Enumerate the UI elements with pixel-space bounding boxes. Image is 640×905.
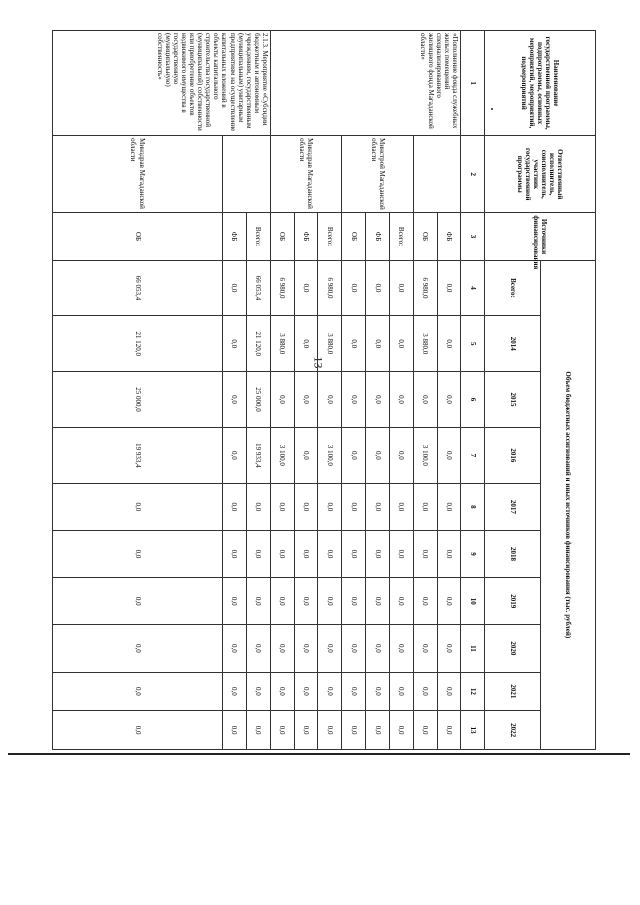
value-cell: 0,0 <box>246 530 270 577</box>
value-cell: 0,0 <box>294 372 318 428</box>
program-name-cell: 2.1.3. Мероприятие «Субсидии бюджетным и автономным учреждениям, государственным (муниципальным) унитарным предприятиям на осуществление капитальных вложений в объекты капитального строительства государственной (муниципальной) собственности или приобретение объектов недвижимого имущества в государственную (муниципальную) собственность» <box>53 31 271 136</box>
financing-table <box>52 30 596 750</box>
value-cell: 0,0 <box>53 483 223 530</box>
col-number: 3 <box>461 213 485 260</box>
col-number: 11 <box>461 625 485 672</box>
table-row <box>437 31 461 750</box>
value-cell: 0,0 <box>270 530 294 577</box>
value-cell: 0,0 <box>53 625 223 672</box>
program-name-cell: «Пополнение фонда служебных жилых помещений специализированного жилищного фонда Магаданской области» <box>270 31 461 136</box>
value-cell: 3 880,0 <box>270 316 294 372</box>
value-cell: 0,0 <box>223 672 247 711</box>
value-cell: 0,0 <box>437 427 461 483</box>
value-cell: 0,0 <box>366 625 390 672</box>
source-cell: ФБ <box>437 213 461 260</box>
source-cell: ОБ <box>53 213 223 260</box>
value-cell: 0,0 <box>389 483 413 530</box>
column-number-row <box>461 31 485 750</box>
value-cell: 0,0 <box>366 530 390 577</box>
value-cell: 0,0 <box>223 625 247 672</box>
value-cell: 25 000,0 <box>53 372 223 428</box>
value-cell: 0,0 <box>389 711 413 750</box>
source-cell: ОБ <box>413 213 437 260</box>
value-cell: 3 100,0 <box>413 427 437 483</box>
col-number: 6 <box>461 372 485 428</box>
value-cell: 0,0 <box>342 316 366 372</box>
table-row <box>318 31 342 750</box>
col-number: 5 <box>461 316 485 372</box>
value-cell: 0,0 <box>413 672 437 711</box>
value-cell: 66 053,4 <box>53 260 223 316</box>
col-number: 4 <box>461 260 485 316</box>
value-cell: 0,0 <box>389 316 413 372</box>
header-responsible: Ответственный исполнитель, соисполнитель, участник государственной программы <box>485 136 596 213</box>
value-cell: 0,0 <box>437 578 461 625</box>
value-cell: 19 933,4 <box>53 427 223 483</box>
value-cell: 0,0 <box>366 672 390 711</box>
value-cell: 0,0 <box>342 625 366 672</box>
value-cell: 0,0 <box>294 672 318 711</box>
bottom-rule <box>8 753 630 755</box>
value-cell: 0,0 <box>270 625 294 672</box>
value-cell: 0,0 <box>389 625 413 672</box>
value-cell: 19 933,4 <box>246 427 270 483</box>
header-year: 2016 <box>485 427 540 483</box>
header-name: Наименование государственной программы, подпрограммы, основных мероприятий, мероприятий, подмероприятий <box>485 31 596 136</box>
value-cell: 0,0 <box>389 672 413 711</box>
value-cell: 0,0 <box>246 483 270 530</box>
value-cell: 0,0 <box>318 578 342 625</box>
value-cell: 66 053,4 <box>246 260 270 316</box>
responsible-cell <box>223 136 271 213</box>
value-cell: 0,0 <box>294 578 318 625</box>
value-cell: 0,0 <box>318 672 342 711</box>
table-frame <box>52 30 596 750</box>
value-cell: 0,0 <box>342 711 366 750</box>
value-cell: 0,0 <box>294 427 318 483</box>
value-cell: 0,0 <box>366 316 390 372</box>
header-year: 2017 <box>485 483 540 530</box>
value-cell: 0,0 <box>342 260 366 316</box>
header-funding-group: Объем бюджетных ассигнований и иных источников финансирования (тыс. рублей) <box>540 260 595 749</box>
header-year: 2021 <box>485 672 540 711</box>
value-cell: 3 100,0 <box>270 427 294 483</box>
table-row <box>389 31 413 750</box>
value-cell: 0,0 <box>294 260 318 316</box>
responsible-cell: Минстрой Магаданской области <box>342 136 414 213</box>
value-cell: 25 000,0 <box>246 372 270 428</box>
value-cell: 3 100,0 <box>318 427 342 483</box>
value-cell: 0,0 <box>437 316 461 372</box>
value-cell: 0,0 <box>223 578 247 625</box>
value-cell: 0,0 <box>223 316 247 372</box>
value-cell: 0,0 <box>389 427 413 483</box>
value-cell: 0,0 <box>389 578 413 625</box>
value-cell: 0,0 <box>223 530 247 577</box>
value-cell: 0,0 <box>246 711 270 750</box>
value-cell: 6 980,0 <box>413 260 437 316</box>
value-cell: 0,0 <box>246 672 270 711</box>
value-cell: 0,0 <box>223 711 247 750</box>
table-row <box>246 31 270 750</box>
value-cell: 0,0 <box>437 260 461 316</box>
value-cell: 21 120,0 <box>53 316 223 372</box>
value-cell: 0,0 <box>366 483 390 530</box>
value-cell: 0,0 <box>366 711 390 750</box>
value-cell: 0,0 <box>389 260 413 316</box>
value-cell: 0,0 <box>53 530 223 577</box>
value-cell: 3 880,0 <box>318 316 342 372</box>
value-cell: 6 980,0 <box>270 260 294 316</box>
value-cell: 0,0 <box>223 260 247 316</box>
value-cell: 6 980,0 <box>318 260 342 316</box>
header-year: 2014 <box>485 316 540 372</box>
value-cell: 21 120,0 <box>246 316 270 372</box>
header-total: Всего: <box>485 260 540 316</box>
col-number: 8 <box>461 483 485 530</box>
value-cell: 0,0 <box>318 372 342 428</box>
value-cell: 0,0 <box>413 372 437 428</box>
value-cell: 0,0 <box>318 625 342 672</box>
value-cell: 0,0 <box>294 483 318 530</box>
value-cell: 0,0 <box>270 672 294 711</box>
value-cell: 0,0 <box>342 427 366 483</box>
value-cell: 0,0 <box>342 672 366 711</box>
value-cell: 0,0 <box>366 427 390 483</box>
responsible-cell: Минздрав Магаданской области <box>270 136 342 213</box>
source-cell: ФБ <box>223 213 247 260</box>
value-cell: 0,0 <box>223 427 247 483</box>
value-cell: 0,0 <box>294 711 318 750</box>
source-cell: Всего: <box>318 213 342 260</box>
col-number: 9 <box>461 530 485 577</box>
value-cell: 0,0 <box>437 530 461 577</box>
value-cell: 0,0 <box>53 711 223 750</box>
value-cell: 0,0 <box>413 530 437 577</box>
responsible-cell: Минздрав Магаданской области <box>53 136 223 213</box>
page-number: 13 <box>311 356 326 369</box>
value-cell: 0,0 <box>366 578 390 625</box>
value-cell: 0,0 <box>318 711 342 750</box>
value-cell: 0,0 <box>53 578 223 625</box>
value-cell: 0,0 <box>318 530 342 577</box>
header-year: 2015 <box>485 372 540 428</box>
value-cell: 0,0 <box>223 483 247 530</box>
source-cell: ФБ <box>294 213 318 260</box>
value-cell: 0,0 <box>246 578 270 625</box>
value-cell: 0,0 <box>413 483 437 530</box>
value-cell: 0,0 <box>270 711 294 750</box>
value-cell: 0,0 <box>437 672 461 711</box>
value-cell: 3 880,0 <box>413 316 437 372</box>
value-cell: 0,0 <box>437 372 461 428</box>
source-cell: Всего: <box>246 213 270 260</box>
value-cell: 0,0 <box>389 530 413 577</box>
header-year: 2018 <box>485 530 540 577</box>
value-cell: 0,0 <box>437 711 461 750</box>
rotated-table <box>52 30 596 750</box>
col-number: 7 <box>461 427 485 483</box>
header-sources: Источники финансирования <box>485 213 596 260</box>
value-cell: 0,0 <box>342 578 366 625</box>
value-cell: 0,0 <box>270 578 294 625</box>
header-year: 2020 <box>485 625 540 672</box>
value-cell: 0,0 <box>318 483 342 530</box>
value-cell: 0,0 <box>413 711 437 750</box>
source-cell: ФБ <box>366 213 390 260</box>
value-cell: 0,0 <box>366 372 390 428</box>
value-cell: 0,0 <box>342 530 366 577</box>
header-year: 2022 <box>485 711 540 750</box>
value-cell: 0,0 <box>342 483 366 530</box>
value-cell: 0,0 <box>413 578 437 625</box>
value-cell: 0,0 <box>366 260 390 316</box>
col-number: 13 <box>461 711 485 750</box>
value-cell: 0,0 <box>223 372 247 428</box>
source-cell: Всего: <box>389 213 413 260</box>
value-cell: 0,0 <box>294 625 318 672</box>
source-cell: ОБ <box>270 213 294 260</box>
value-cell: 0,0 <box>342 372 366 428</box>
value-cell: 0,0 <box>53 672 223 711</box>
col-number: 10 <box>461 578 485 625</box>
responsible-cell <box>413 136 461 213</box>
value-cell: 0,0 <box>246 625 270 672</box>
source-cell: ОБ <box>342 213 366 260</box>
header-year: 2019 <box>485 578 540 625</box>
value-cell: 0,0 <box>270 483 294 530</box>
value-cell: 0,0 <box>294 316 318 372</box>
col-number: 12 <box>461 672 485 711</box>
value-cell: 0,0 <box>389 372 413 428</box>
col-number: 2 <box>461 136 485 213</box>
table-row <box>53 31 223 750</box>
value-cell: 0,0 <box>413 625 437 672</box>
value-cell: 0,0 <box>437 625 461 672</box>
value-cell: 0,0 <box>270 372 294 428</box>
value-cell: 0,0 <box>294 530 318 577</box>
value-cell: 0,0 <box>437 483 461 530</box>
col-number: 1 <box>461 31 485 136</box>
